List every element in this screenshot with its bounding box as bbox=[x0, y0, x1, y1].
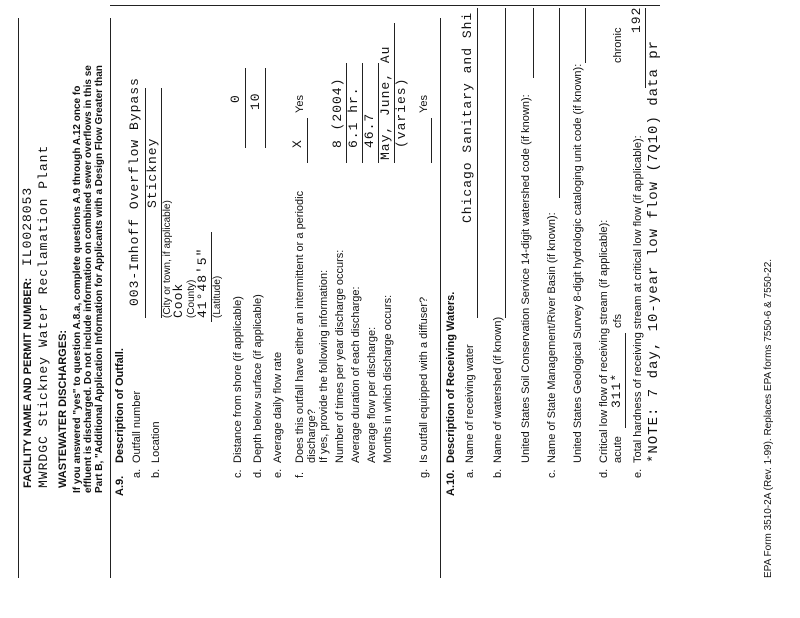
discharge-months-label: Months in which discharge occurs: bbox=[382, 294, 394, 463]
a9f-text-1: Does this outfall have either an intermittent or a periodic bbox=[294, 190, 306, 463]
a10e-text: Total hardness of receiving stream at critical low flow (if applicable): bbox=[632, 135, 644, 463]
location-latitude-caption: (Latitude) bbox=[212, 275, 223, 318]
location-county-caption: (County) bbox=[186, 279, 197, 318]
scs-code-label: United States Soil Conservation Service 14-digit watershed code (if known): bbox=[520, 94, 532, 463]
chronic-label: chronic bbox=[612, 27, 624, 63]
instructions-line-3: Part B, "Additional Application Information for Applicants with a Design Flow Greater than bbox=[94, 65, 105, 493]
diffuser-yes-line[interactable] bbox=[431, 118, 432, 163]
average-flow-value: 46.7 bbox=[362, 112, 377, 148]
a9f-label: f. bbox=[294, 471, 306, 478]
instructions-line-2: effluent is discharged. Do not include information on combined sewer overflows in this se bbox=[83, 65, 94, 493]
right-margin-rule bbox=[110, 5, 660, 6]
intermittent-yes-line bbox=[307, 118, 308, 163]
usgs-code-label: United States Geological Survey 8-digit hydrologic cataloging unit code (if known): bbox=[572, 63, 584, 463]
depth-below-surface-value: 10 bbox=[248, 92, 263, 110]
instructions-line-1: If you answered "yes" to question A.8.a, complete questions A.9 through A.12 once fo bbox=[72, 85, 83, 493]
intermittent-yes-label: Yes bbox=[294, 95, 306, 113]
a9f-text-2: discharge? bbox=[306, 409, 318, 463]
location-latitude-value: 41°48'5" bbox=[195, 247, 210, 318]
location-city-value: Stickney bbox=[145, 137, 160, 208]
a10c-label: c. bbox=[546, 469, 558, 478]
low-flow-note: *NOTE: 7 day, 10-year low flow (7Q10) data pr bbox=[646, 39, 662, 463]
a10-rule bbox=[440, 18, 441, 578]
acute-label: acute bbox=[612, 436, 624, 463]
a9g-text: Is outfall equipped with a diffuser? bbox=[418, 296, 430, 463]
a9c-label: c. bbox=[232, 469, 244, 478]
discharge-months-note: (varies) bbox=[394, 77, 409, 148]
a10d-label: d. bbox=[598, 468, 610, 478]
distance-from-shore-value: 0 bbox=[228, 94, 243, 103]
outfall-number-value: 003-Imhoff Overflow Bypass bbox=[127, 77, 142, 306]
acute-line bbox=[625, 333, 626, 428]
a10c-text: Name of State Management/River Basin (if known): bbox=[546, 212, 558, 463]
a9b-label: b. bbox=[150, 468, 162, 478]
a9-title: Description of Outfall. bbox=[114, 348, 126, 463]
acute-flow-value: 311* bbox=[609, 372, 624, 408]
discharge-months-value: May, June, Au bbox=[378, 45, 393, 160]
facility-label: FACILITY NAME AND PERMIT NUMBER: bbox=[22, 277, 34, 488]
watershed-line bbox=[505, 8, 506, 318]
a10b-text: Name of watershed (if known) bbox=[492, 316, 504, 463]
a10-title: Description of Receiving Waters. bbox=[445, 291, 457, 463]
scs-code-line bbox=[533, 8, 534, 78]
a10b-label: b. bbox=[492, 468, 504, 478]
a9-number: A.9. bbox=[114, 475, 126, 496]
a9d-text: Depth below surface (if applicable) bbox=[252, 294, 264, 463]
section-title: WASTEWATER DISCHARGES: bbox=[57, 329, 69, 488]
a10a-label: a. bbox=[464, 468, 476, 478]
a9a-label: a. bbox=[131, 468, 143, 478]
if-yes-prompt: If yes, provide the following information: bbox=[318, 269, 330, 463]
permit-number: IL0028053 bbox=[20, 186, 35, 266]
discharges-per-year-label: Number of times per year discharge occurs: bbox=[334, 249, 346, 463]
usgs-code-line bbox=[585, 8, 586, 63]
a9c-text: Distance from shore (if applicable) bbox=[232, 296, 244, 463]
a10-number: A.10. bbox=[445, 469, 457, 496]
river-basin-line bbox=[559, 8, 560, 198]
average-flow-label: Average flow per discharge: bbox=[366, 326, 378, 463]
location-city-caption: (City or town, if applicable) bbox=[162, 200, 173, 318]
a10a-text: Name of receiving water bbox=[464, 344, 476, 463]
a9e-label: e. bbox=[272, 468, 284, 478]
a10d-text: Critical low flow of receiving stream (if applicable): bbox=[598, 219, 610, 463]
intermittent-yes-mark[interactable]: X bbox=[290, 139, 305, 148]
facility-name: MWRDGC Stickney Water Reclamation Plant bbox=[36, 144, 51, 488]
average-duration-label: Average duration of each discharge: bbox=[350, 286, 362, 463]
a9d-label: d. bbox=[252, 468, 264, 478]
acute-units: cfs bbox=[612, 313, 624, 328]
average-duration-value: 6.1 hr. bbox=[346, 86, 361, 148]
a9a-text: Outfall number bbox=[131, 390, 143, 463]
hardness-value: 192 bbox=[629, 6, 644, 33]
a10e-label: e. bbox=[632, 468, 644, 478]
receiving-water-line bbox=[477, 8, 478, 318]
diffuser-yes-label: Yes bbox=[418, 95, 430, 113]
location-county-value: Cook bbox=[171, 282, 186, 318]
header-rule bbox=[18, 18, 19, 578]
a9b-text: Location bbox=[150, 421, 162, 463]
a9e-text: Average daily flow rate bbox=[272, 351, 284, 463]
receiving-water-value: Chicago Sanitary and Shi bbox=[460, 11, 475, 223]
form-footer: EPA Form 3510-2A (Rev. 1-99). Replaces EPA forms 7550-6 & 7550-22. bbox=[763, 258, 774, 578]
a9g-label: g. bbox=[418, 468, 430, 478]
section-rule bbox=[110, 18, 111, 578]
distance-line bbox=[245, 68, 246, 148]
discharges-per-year-value: 8 (2004) bbox=[330, 77, 345, 148]
depth-line bbox=[265, 68, 266, 148]
